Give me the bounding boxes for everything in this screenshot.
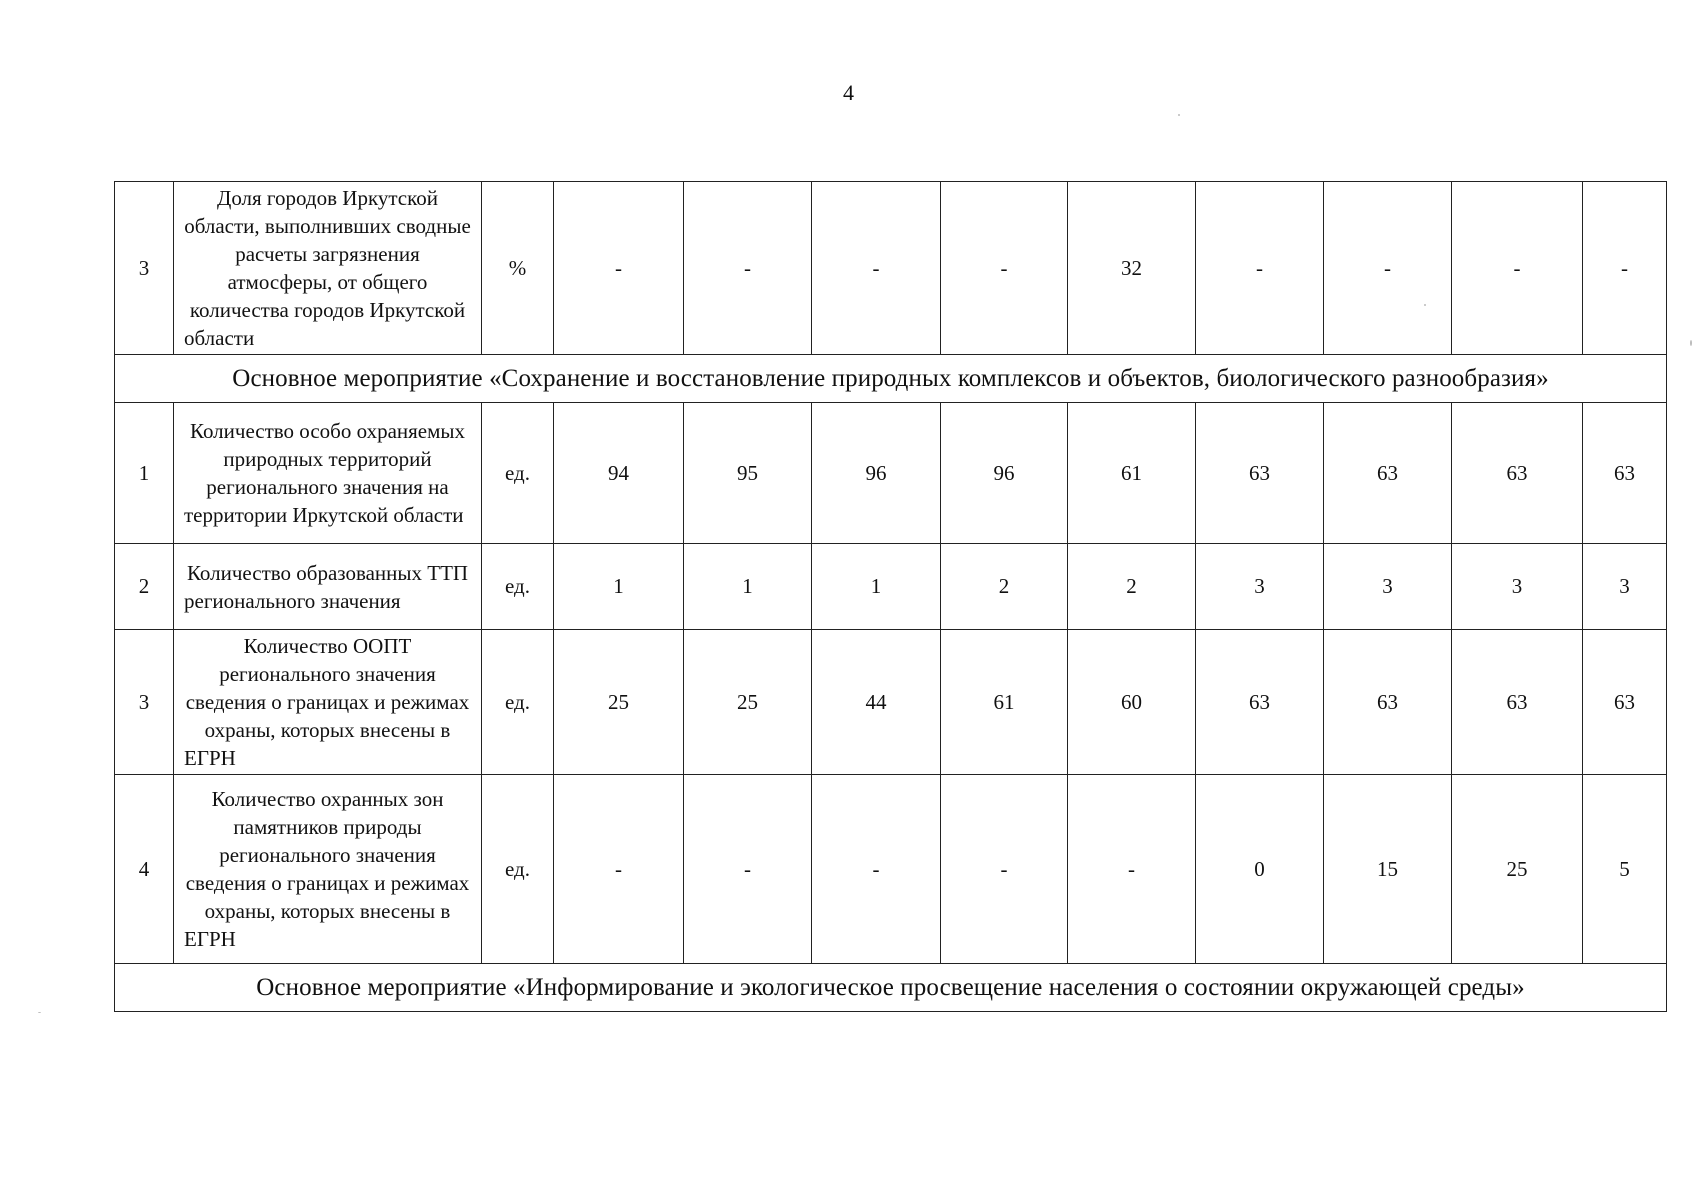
value-cell: 63 <box>1452 630 1583 775</box>
indicator-description: Количество охранных зон памятников природы регионального значения сведения о границах и режимах охраны, которых внесены в ЕГРН <box>174 775 482 964</box>
indicator-description: Количество ООПТ регионального значения сведения о границах и режимах охраны, которых внесены в ЕГРН <box>174 630 482 775</box>
value-cell: 95 <box>684 403 812 544</box>
indicator-description: Количество особо охраняемых природных территорий регионального значения на территории Иркутской области <box>174 403 482 544</box>
scan-speck <box>38 1012 41 1013</box>
value-cell: 2 <box>941 544 1068 630</box>
value-cell: - <box>1324 182 1452 355</box>
value-cell: 3 <box>1452 544 1583 630</box>
value-cell: 63 <box>1196 403 1324 544</box>
scan-speck <box>1690 340 1692 346</box>
value-cell: 3 <box>1324 544 1452 630</box>
value-cell: 94 <box>554 403 684 544</box>
scan-speck <box>1178 114 1180 116</box>
table-row <box>115 403 1667 544</box>
row-number: 1 <box>115 403 174 544</box>
row-number: 2 <box>115 544 174 630</box>
value-cell: 15 <box>1324 775 1452 964</box>
value-cell: - <box>1196 182 1324 355</box>
value-cell: - <box>1583 182 1667 355</box>
value-cell: 44 <box>812 630 941 775</box>
unit-cell: ед. <box>482 775 554 964</box>
section-row <box>115 964 1667 1012</box>
value-cell: 3 <box>1196 544 1324 630</box>
value-cell: - <box>812 775 941 964</box>
value-cell: - <box>941 182 1068 355</box>
value-cell: 63 <box>1324 403 1452 544</box>
value-cell: - <box>554 182 684 355</box>
table-row <box>115 182 1667 355</box>
value-cell: 0 <box>1196 775 1324 964</box>
unit-cell: % <box>482 182 554 355</box>
row-number: 4 <box>115 775 174 964</box>
value-cell: 1 <box>684 544 812 630</box>
unit-cell: ед. <box>482 403 554 544</box>
value-cell: 32 <box>1068 182 1196 355</box>
indicator-description: Количество образованных ТТП регионального значения <box>174 544 482 630</box>
value-cell: 96 <box>941 403 1068 544</box>
row-number: 3 <box>115 182 174 355</box>
value-cell: - <box>941 775 1068 964</box>
unit-cell: ед. <box>482 544 554 630</box>
value-cell: 25 <box>554 630 684 775</box>
value-cell: 3 <box>1583 544 1667 630</box>
indicators-table <box>114 181 1667 1012</box>
value-cell: - <box>1068 775 1196 964</box>
value-cell: 2 <box>1068 544 1196 630</box>
value-cell: 63 <box>1583 403 1667 544</box>
value-cell: 1 <box>554 544 684 630</box>
value-cell: 1 <box>812 544 941 630</box>
value-cell: 60 <box>1068 630 1196 775</box>
value-cell: - <box>812 182 941 355</box>
value-cell: 63 <box>1196 630 1324 775</box>
table-row <box>115 775 1667 964</box>
table-row <box>115 630 1667 775</box>
value-cell: - <box>1452 182 1583 355</box>
indicator-description: Доля городов Иркутской области, выполнивших сводные расчеты загрязнения атмосферы, от общего количества городов Иркутской области <box>174 182 482 355</box>
section-heading: Основное мероприятие «Информирование и экологическое просвещение населения о состоянии окружающей среды» <box>115 964 1667 1012</box>
value-cell: 5 <box>1583 775 1667 964</box>
value-cell: 96 <box>812 403 941 544</box>
value-cell: 63 <box>1324 630 1452 775</box>
scan-speck <box>1424 304 1426 306</box>
table-row <box>115 544 1667 630</box>
page-number: 4 <box>843 80 854 105</box>
value-cell: - <box>554 775 684 964</box>
value-cell: 61 <box>941 630 1068 775</box>
section-heading: Основное мероприятие «Сохранение и восстановление природных комплексов и объектов, биологического разнообразия» <box>115 355 1667 403</box>
row-number: 3 <box>115 630 174 775</box>
value-cell: - <box>684 775 812 964</box>
value-cell: 63 <box>1583 630 1667 775</box>
value-cell: 25 <box>684 630 812 775</box>
value-cell: - <box>684 182 812 355</box>
value-cell: 25 <box>1452 775 1583 964</box>
section-row <box>115 355 1667 403</box>
value-cell: 61 <box>1068 403 1196 544</box>
unit-cell: ед. <box>482 630 554 775</box>
value-cell: 63 <box>1452 403 1583 544</box>
